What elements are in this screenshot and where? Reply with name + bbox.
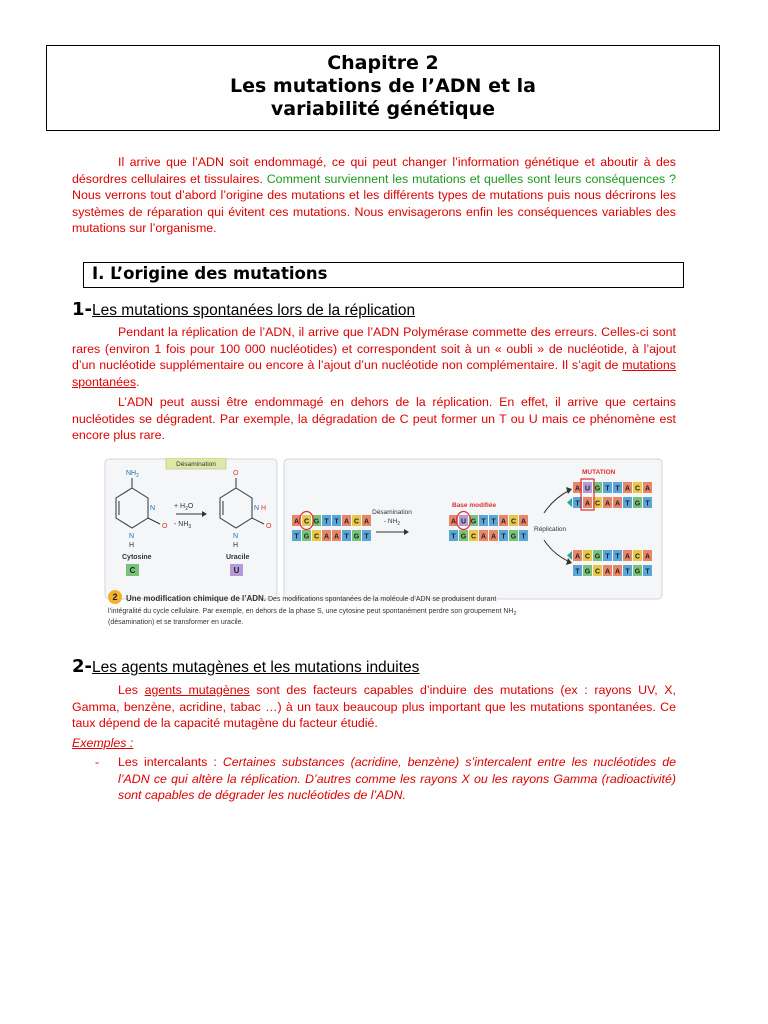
- intro-text-1: Il arrive que l’ADN soit endommagé, ce qui peut changer l’information génétique et aboutir à des désordres cellulaires et tissulaires.: [72, 155, 676, 186]
- subheading-text: Les mutations spontanées lors de la réplication: [92, 302, 416, 319]
- reagent-water: + $H_2O$: [174, 503, 194, 512]
- subheading-text: Les agents mutagènes et les mutations induites: [92, 659, 420, 676]
- mutated-top-strand-letter: A: [644, 485, 651, 493]
- modified-bottom-strand-letter: G: [460, 533, 467, 541]
- mutated-bottom-strand-letter: C: [594, 500, 601, 508]
- cytosine-label: Cytosine: [122, 554, 152, 561]
- cytosine-nh2: $NH_2$: [126, 470, 139, 479]
- original-top-strand-letter: C: [353, 518, 360, 526]
- normal-top-strand-letter: A: [574, 553, 581, 561]
- desamination-arrow-label: Désamination: [372, 509, 412, 516]
- mutated-top-strand-letter: G: [594, 485, 601, 493]
- modified-bottom-strand-letter: T: [521, 533, 526, 541]
- cytosine-n1: N: [129, 533, 135, 540]
- uracile-o4: O: [233, 470, 239, 477]
- normal-top-strand-letter: C: [584, 553, 591, 561]
- original-bottom-strand-letter: C: [313, 533, 320, 541]
- original-bottom-strand-letter: T: [364, 533, 369, 541]
- normal-top-strand-letter: A: [624, 553, 631, 561]
- chapter-title-line2: variabilité génétique: [270, 98, 496, 120]
- modified-top-strand-letter: C: [510, 518, 517, 526]
- uracile-h3: H: [261, 505, 267, 512]
- normal-bottom-strand-letter: G: [634, 568, 641, 576]
- intro-paragraph: [72, 154, 676, 237]
- chapter-title-box: [46, 45, 720, 131]
- paragraph-mutagens: [72, 682, 676, 732]
- mutated-top-strand-letter: T: [605, 485, 610, 493]
- modified-top-strand-letter: G: [470, 518, 477, 526]
- uracile-label: Uracile: [226, 554, 250, 561]
- example-item-text: Certaines substances (acridine, benzène) s’intercalent entre les nucléotides de l’ADN ce qui altère la réplication. D’autres comme les rayons X ou les rayons Gamma (radioactivité) sont capables de dégrader les nucléotides de l’ADN.: [118, 755, 676, 802]
- mutated-top-strand-letter: C: [634, 485, 641, 493]
- normal-bottom-strand-letter: A: [604, 568, 611, 576]
- intro-text-2: Nous verrons tout d’abord l’origine des mutations et les différents types de mutations puis nous décrirons les systèmes de réparation qui évitent ces mutations. Nous envisagerons enfin les conséquences variables des mutations sur l’organisme.: [72, 188, 676, 235]
- original-bottom-strand-letter: T: [344, 533, 349, 541]
- paragraph-degradation: [72, 394, 676, 444]
- modified-bottom-strand-letter: A: [480, 533, 487, 541]
- example-item-label: Les intercalants :: [118, 755, 223, 769]
- deamination-figure: [104, 458, 664, 632]
- paragraph-text: Pendant la réplication de l’ADN, il arrive que l’ADN Polymérase commette des erreurs. Celles-ci sont rares (environ 1 fois pour 100 000 nucléotides) et correspondent soit à un « oubli » de nucléotide, à l’ajout d’un nucléotide supplémentaire ou encore à l’ajout d’un nucléotide non complémentaire. Il s’agit de: [72, 325, 676, 372]
- normal-top-strand-letter: C: [634, 553, 641, 561]
- mutated-bottom-strand-letter: A: [614, 500, 621, 508]
- modified-base-label: Base modifiée: [452, 502, 497, 509]
- term-spontaneous-mutations: mutations spontanées: [72, 358, 676, 389]
- modified-bottom-strand-letter: C: [470, 533, 477, 541]
- original-bottom-strand-letter: A: [323, 533, 330, 541]
- modified-top-strand-letter: T: [481, 518, 486, 526]
- mutated-top-strand-letter: A: [574, 485, 581, 493]
- normal-top-strand-letter: T: [605, 553, 610, 561]
- modified-bottom-strand-letter: G: [510, 533, 517, 541]
- paragraph-text: Les: [118, 683, 145, 697]
- paragraph-text: L’ADN peut aussi être endommagé en dehors de la réplication. En effet, il arrive que certains nucléotides se dégradent. Par exemple, la dégradation de C peut former un T ou U mais ce phénomène est encore plus rare.: [72, 395, 676, 442]
- original-bottom-strand-letter: G: [353, 533, 360, 541]
- chapter-title-line1: Les mutations de l’ADN et la: [230, 75, 536, 97]
- replication-label: Réplication: [534, 526, 567, 533]
- subheading-mutagens: [72, 657, 692, 678]
- figure-right-panel: [284, 459, 662, 599]
- mutated-bottom-strand-letter: T: [575, 500, 580, 508]
- section-heading-text: I. L’origine des mutations: [92, 264, 328, 283]
- mutated-top-strand-letter: U: [584, 485, 591, 493]
- mutated-top-strand-letter: A: [624, 485, 631, 493]
- caption-line1: Une modification chimique de l’ADN. Des modifications spontanées de la molécule d’ADN se produisent durant: [126, 594, 497, 603]
- modified-top-strand-letter: A: [500, 518, 507, 526]
- original-top-strand-letter: C: [303, 518, 310, 526]
- term-mutagenic-agents: agents mutagènes: [144, 683, 250, 697]
- normal-top-strand-letter: G: [594, 553, 601, 561]
- cytosine-letter: C: [129, 566, 136, 575]
- uracile-n1: N: [233, 533, 239, 540]
- reagent-ammonia: - $NH_3$: [174, 521, 192, 530]
- uracile-letter: U: [233, 566, 240, 575]
- cytosine-h: H: [129, 542, 135, 549]
- original-bottom-strand-letter: A: [333, 533, 340, 541]
- original-top-strand-letter: T: [324, 518, 329, 526]
- caption-line2: l’intégralité du cycle cellulaire. Par exemple, en dehors de la phase S, une cytosine peut spontanément perdre son groupement $NH_2$: [108, 608, 517, 617]
- normal-top-strand-letter: A: [644, 553, 651, 561]
- chapter-number: Chapitre 2: [327, 52, 439, 74]
- mutated-bottom-strand-letter: G: [634, 500, 641, 508]
- original-top-strand-letter: A: [293, 518, 300, 526]
- original-top-strand-letter: G: [313, 518, 320, 526]
- normal-top-strand-letter: T: [615, 553, 620, 561]
- subheading-number: 1-: [72, 299, 92, 320]
- normal-bottom-strand-letter: C: [594, 568, 601, 576]
- uracile-n3: N: [254, 505, 260, 512]
- original-bottom-strand-letter: T: [294, 533, 299, 541]
- normal-bottom-strand-letter: T: [575, 568, 580, 576]
- desamination-arrow-sub: - $NH_2$: [383, 518, 401, 527]
- mutated-bottom-strand-letter: T: [625, 500, 630, 508]
- mutated-bottom-strand-letter: A: [604, 500, 611, 508]
- cytosine-o: O: [162, 523, 168, 530]
- subheading-number: 2-: [72, 656, 92, 677]
- paragraph-end: .: [136, 374, 140, 389]
- modified-bottom-strand-letter: T: [451, 533, 456, 541]
- mutated-top-strand-letter: T: [615, 485, 620, 493]
- modified-bottom-strand-letter: A: [490, 533, 497, 541]
- normal-bottom-strand-letter: T: [645, 568, 650, 576]
- cytosine-n3: N: [150, 505, 156, 512]
- mutated-bottom-strand-letter: T: [645, 500, 650, 508]
- section-heading-origin: [83, 262, 684, 288]
- normal-bottom-strand-letter: A: [614, 568, 621, 576]
- uracile-o2: O: [266, 523, 272, 530]
- original-top-strand-letter: A: [363, 518, 370, 526]
- paragraph-text-rest: sont des facteurs capables d’induire des mutations (ex : rayons UV, X, Gamma, benzène, acridine, tabac …) à un taux beaucoup plus important que les mutations spontanées. Ce taux dépend de la capacité mutagène du facteur étudié.: [72, 683, 676, 730]
- modified-top-strand-letter: A: [520, 518, 527, 526]
- mutated-bottom-strand-letter: A: [584, 500, 591, 508]
- desamination-banner-label: Désamination: [176, 461, 216, 468]
- bullet-dash: -: [95, 755, 100, 769]
- mutation-label: MUTATION: [582, 469, 616, 476]
- intro-question: Comment surviennent les mutations et quelles sont leurs conséquences ?: [266, 171, 677, 186]
- subheading-spontaneous: [72, 300, 692, 321]
- modified-top-strand-letter: A: [450, 518, 457, 526]
- original-top-strand-letter: T: [334, 518, 339, 526]
- example-item-intercalants: [118, 754, 676, 804]
- examples-label: Exemples :: [72, 736, 134, 750]
- modified-top-strand-letter: U: [460, 518, 467, 526]
- modified-bottom-strand-letter: T: [501, 533, 506, 541]
- modified-top-strand-letter: T: [491, 518, 496, 526]
- original-bottom-strand-letter: G: [303, 533, 310, 541]
- caption-number: 2: [112, 592, 118, 602]
- uracile-h1: H: [233, 542, 239, 549]
- caption-line3: (désamination) et se transformer en uracile.: [108, 619, 244, 626]
- original-top-strand-letter: A: [343, 518, 350, 526]
- normal-bottom-strand-letter: G: [584, 568, 591, 576]
- normal-bottom-strand-letter: T: [625, 568, 630, 576]
- paragraph-replication-errors: [72, 324, 676, 390]
